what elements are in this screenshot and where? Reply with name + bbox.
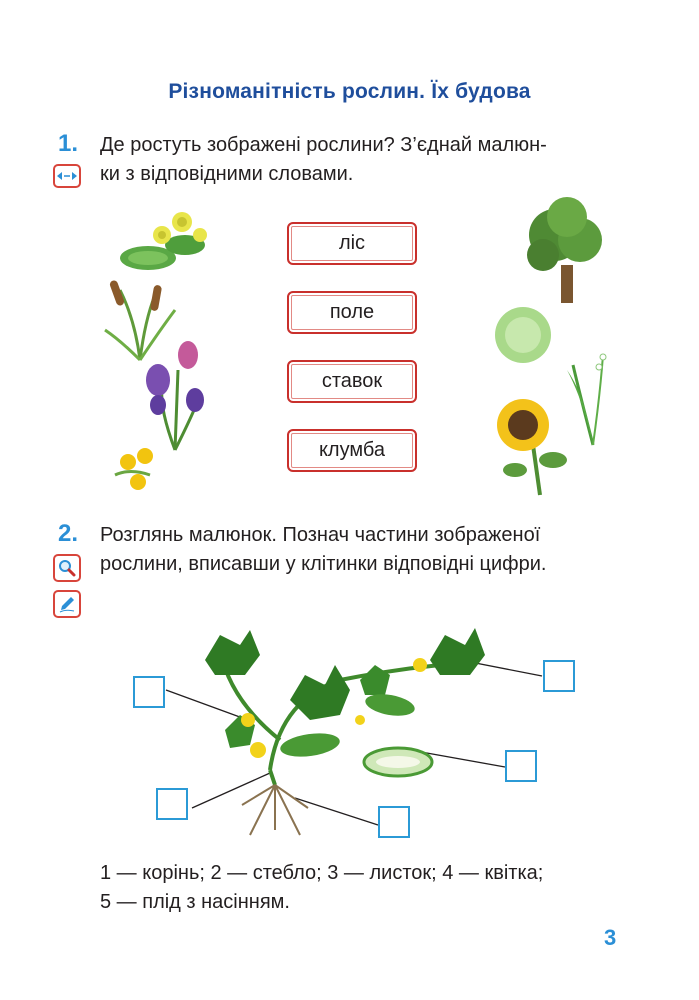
answer-box-middle-right[interactable] [505, 750, 537, 782]
sunflower-image [497, 399, 567, 495]
water-lily-image [120, 212, 207, 270]
task-1-text-line2: ки з відповідними словами. [100, 163, 354, 185]
task-1-text-line1: Де ростуть зображені рослини? З’єднай малюн- [100, 134, 547, 156]
cabbage-image [495, 307, 551, 363]
lily-of-the-valley-image [567, 354, 606, 445]
answer-box-top-left[interactable] [133, 676, 165, 708]
task-2-text-line2: рослини, вписавши у клітинки відповідні цифри. [100, 553, 547, 575]
dandelion-image [115, 448, 153, 490]
page-number: 3 [604, 925, 617, 950]
pen-icon [53, 590, 81, 618]
cucumber-plant-illustration [130, 620, 610, 850]
cattail-image [105, 279, 175, 360]
answer-box-top-right[interactable] [543, 660, 575, 692]
task-1-number: 1. [58, 130, 79, 157]
iris-image [146, 341, 204, 450]
word-box-field[interactable]: поле [287, 291, 417, 334]
word-box-flowerbed[interactable]: клумба [287, 429, 417, 472]
left-plants-illustration [100, 200, 230, 500]
task-2-number: 2. [58, 520, 79, 547]
magnifier-icon [53, 554, 81, 582]
word-box-forest[interactable]: ліс [287, 222, 417, 265]
answer-box-bottom-center[interactable] [378, 806, 410, 838]
parts-legend-line2: 5 — плід з насінням. [100, 891, 290, 913]
task-2-text-line1: Розглянь малюнок. Познач частини зображеної [100, 524, 541, 546]
answer-box-bottom-left[interactable] [156, 788, 188, 820]
word-box-pond[interactable]: ставок [287, 360, 417, 403]
task-2-text [100, 521, 660, 579]
right-plants-illustration [485, 195, 615, 505]
page-title: Різноманітність рослин. Їх будова [168, 80, 531, 103]
oak-tree-image [527, 197, 602, 303]
parts-legend-line1: 1 — корінь; 2 — стебло; 3 — листок; 4 — квітка; [100, 862, 544, 884]
parts-legend [100, 859, 660, 917]
task-1-text [100, 131, 640, 189]
double-arrow-connect-icon [53, 164, 81, 188]
